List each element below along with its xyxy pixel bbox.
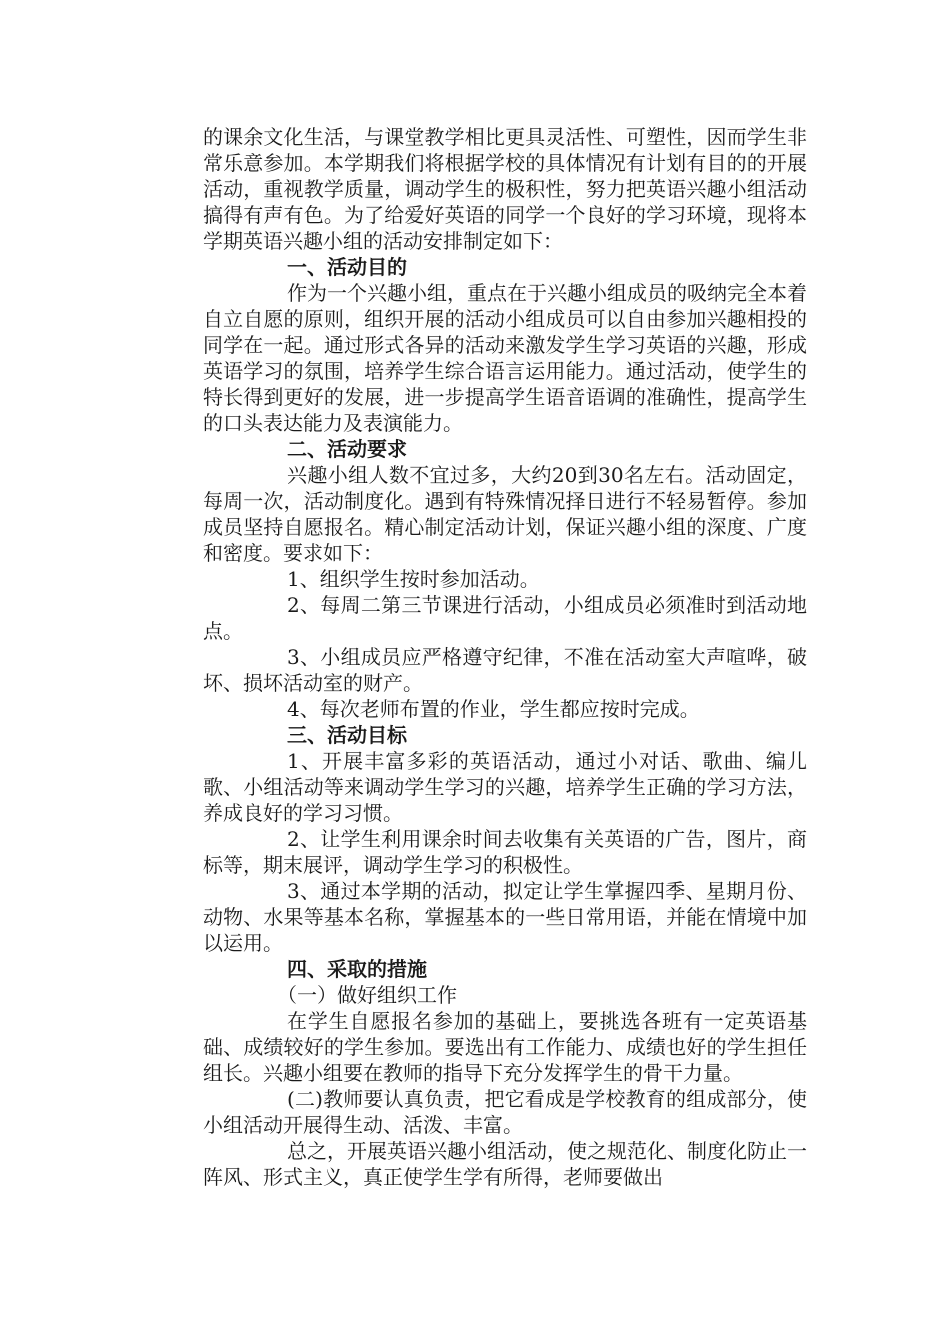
requirement-item-4: 4、每次老师布置的作业，学生都应按时完成。	[287, 697, 700, 721]
measure-paragraph-1: 在学生自愿报名参加的基础上，要挑选各班有一定英语基础、成绩较好的学生参加。要选出有工作能力、成绩也好的学生担任组长。兴趣小组要在教师的指导下充分发挥学生的骨干力量。	[203, 1009, 807, 1085]
section-heading-goals: 三、活动目标	[287, 723, 407, 747]
goal-item-1: 1、开展丰富多彩的英语活动，通过小对话、歌曲、编儿歌、小组活动等来调动学生学习的兴趣，培养学生正确的学习方法，养成良好的学习习惯。	[203, 749, 807, 825]
requirement-item-1: 1、组织学生按时参加活动。	[287, 567, 540, 591]
goal-item-2: 2、让学生利用课余时间去收集有关英语的广告，图片，商标等，期末展评，调动学生学习的积极性。	[203, 827, 807, 877]
section-heading-purpose: 一、活动目的	[287, 255, 407, 279]
measure-paragraph-2: (二)教师要认真负责，把它看成是学校教育的组成部分，使小组活动开展得生动、活泼、丰富。	[203, 1087, 807, 1137]
purpose-paragraph: 作为一个兴趣小组，重点在于兴趣小组成员的吸纳完全本着自立自愿的原则，组织开展的活动小组成员可以自由参加兴趣相投的同学在一起。通过形式各异的活动来激发学生学习英语的兴趣，形成英语学习的氛围，培养学生综合语言运用能力。通过活动，使学生的特长得到更好的发展，进一步提高学生语音语调的准确性，提高学生的口头表达能力及表演能力。	[203, 281, 807, 435]
section-heading-requirements: 二、活动要求	[287, 437, 407, 461]
goal-item-3: 3、通过本学期的活动，拟定让学生掌握四季、星期月份、动物、水果等基本名称，掌握基本的一些日常用语，并能在情境中加以运用。	[203, 879, 807, 955]
document-body	[203, 124, 807, 1190]
requirement-item-3: 3、小组成员应严格遵守纪律，不准在活动室大声喧哗，破坏、损坏活动室的财产。	[203, 645, 807, 695]
requirements-paragraph: 兴趣小组人数不宜过多，大约20到30名左右。活动固定，每周一次，活动制度化。遇到有特殊情况择日进行不轻易暂停。参加成员坚持自愿报名。精心制定活动计划，保证兴趣小组的深度、广度和密度。要求如下：	[203, 463, 807, 565]
intro-paragraph: 的课余文化生活，与课堂教学相比更具灵活性、可塑性，因而学生非常乐意参加。本学期我们将根据学校的具体情况有计划有目的的开展活动，重视教学质量，调动学生的极积性，努力把英语兴趣小组活动搞得有声有色。为了给爱好英语的同学一个良好的学习环境，现将本学期英语兴趣小组的活动安排制定如下：	[203, 125, 807, 253]
measure-subheading-1: （一）做好组织工作	[277, 983, 457, 1007]
requirement-item-2: 2、每周二第三节课进行活动，小组成员必须准时到活动地点。	[203, 593, 807, 643]
conclusion-paragraph: 总之，开展英语兴趣小组活动，使之规范化、制度化防止一阵风、形式主义，真正使学生学有所得，老师要做出	[203, 1139, 807, 1189]
section-heading-measures: 四、采取的措施	[287, 957, 427, 981]
